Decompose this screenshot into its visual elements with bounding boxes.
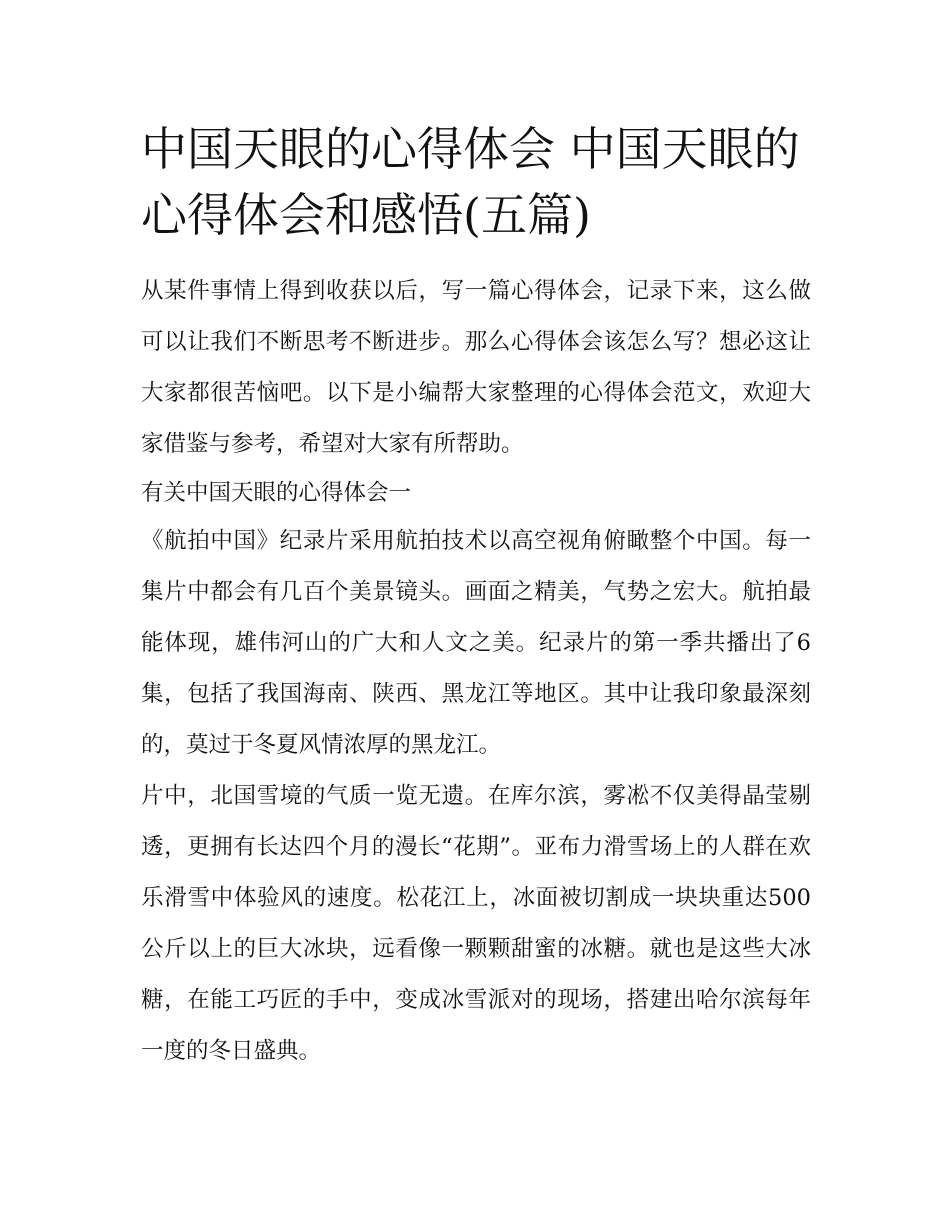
body-paragraph-2: 片中，北国雪境的气质一览无遗。在库尔滨，雾凇不仅美得晶莹剔透，更拥有长达四个月的漫长“花期”。亚布力滑雪场上的人群在欢乐滑雪中体验风的速度。松花江上，冰面被切割成一块块重达500公斤以上的巨大冰块，远看像一颗颗甜蜜的冰糖。就也是这些大冰糖，在能工巧匠的手中，变成冰雪派对的现场，搭建出哈尔滨每年一度的冬日盛典。: [141, 783, 811, 1064]
section-heading: 有关中国天眼的心得体会一: [141, 480, 412, 506]
intro-paragraph: 从某件事情上得到收获以后，写一篇心得体会，记录下来，这么做可以让我们不断思考不断进步。那么心得体会该怎么写？想必这让大家都很苦恼吧。以下是小编帮大家整理的心得体会范文，欢迎大家借鉴与参考，希望对大家有所帮助。: [141, 278, 811, 457]
document-body: [141, 116, 811, 1077]
document-title: 中国天眼的心得体会 中国天眼的心得体会和感悟(五篇): [141, 122, 800, 242]
body-paragraph-1: 《航拍中国》纪录片采用航拍技术以高空视角俯瞰整个中国。每一集片中都会有几百个美景镜头。画面之精美，气势之宏大。航拍最能体现，雄伟河山的广大和人文之美。纪录片的第一季共播出了6集，包括了我国海南、陕西、黑龙江等地区。其中让我印象最深刻的，莫过于冬夏风情浓厚的黑龙江。: [141, 528, 811, 758]
